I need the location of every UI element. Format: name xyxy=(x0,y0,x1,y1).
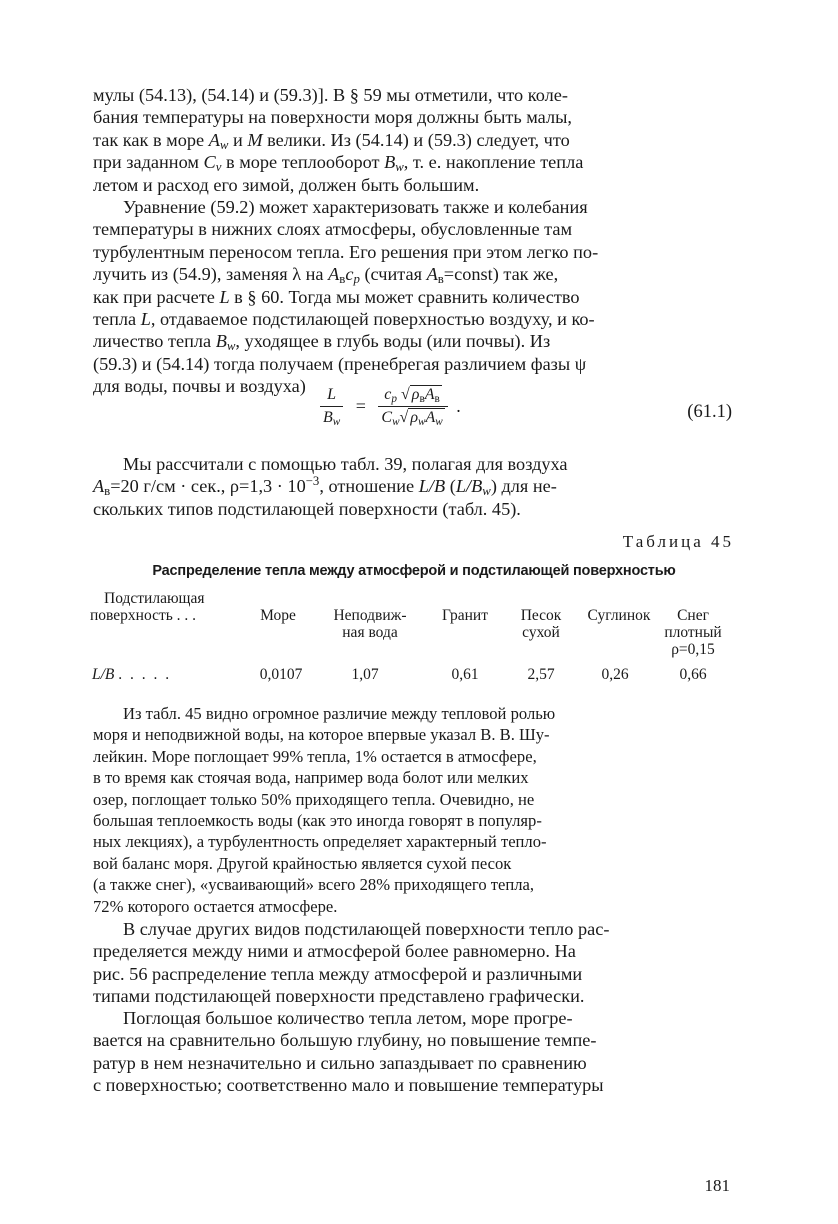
paragraph-2 xyxy=(93,196,735,398)
equation-61-1 xyxy=(320,385,740,445)
text-line: лейкин. Море поглощает 99% тепла, 1% остается в атмосфере, xyxy=(93,746,537,766)
text-line: (а также снег), «усваивающий» всего 28% приходящего тепла, xyxy=(93,875,535,895)
table-cell: 1,07 xyxy=(351,666,379,683)
equation-number: (61.1) xyxy=(687,402,732,422)
text-line: при заданном $C_v$ в море теплооборот $B_w$, т. е. накопление тепла xyxy=(93,152,584,175)
column-header-sea: Море xyxy=(260,607,296,624)
equals-sign: = xyxy=(355,396,366,416)
text-line: ных лекциях), а турбулентность определяет характерный тепло- xyxy=(93,832,547,852)
text-line: типами подстилающей поверхности представлено графически. xyxy=(93,986,585,1007)
paragraph-5 xyxy=(93,918,735,1008)
text-line: как при расчете L в § 60. Тогда мы может сравнить количество xyxy=(93,286,580,307)
row-header-label: Подстилающая xyxy=(104,590,205,607)
fraction-rhs: $\frac{c_p √ \rho_вA_в}{C_w√ \rho_wA_w}$ xyxy=(378,385,447,428)
text-line: так как в море $A_w$ и M велики. Из (54.14) и (59.3) следует, что xyxy=(93,129,570,152)
column-header-loam: Суглинок xyxy=(587,607,651,624)
column-header-granite: Гранит xyxy=(442,607,488,624)
paragraph-4 xyxy=(93,703,735,917)
text-line: для воды, почвы и воздуха) xyxy=(93,376,306,397)
page-number: 181 xyxy=(704,1176,730,1195)
column-header-still-water: Неподвиж- ная вода xyxy=(333,607,407,641)
table-title: Распределение тепла между атмосферой и подстилающей поверхностью xyxy=(152,563,676,579)
text-line: Уравнение (59.2) может характеризовать также и колебания xyxy=(123,197,588,217)
text-line: вой баланс моря. Другой крайностью является сухой песок xyxy=(93,853,512,873)
text-line: Поглощая большое количество тепла летом, море прогре- xyxy=(123,1008,573,1028)
text-line: моря и неподвижной воды, на которое впервые указал В. В. Шу- xyxy=(93,725,550,745)
column-header-dry-sand: Песок сухой xyxy=(520,607,562,641)
row-label: L/B . . . . . xyxy=(92,666,172,683)
text-line: рис. 56 распределение тепла между атмосферой и различными xyxy=(93,963,583,984)
text-line: Мы рассчитали с помощью табл. 39, полагая для воздуха xyxy=(123,454,568,474)
fraction-lhs: $\frac{L}{B_w}$ xyxy=(320,385,343,428)
paragraph-3 xyxy=(93,453,735,520)
row-header-label: поверхность . . . xyxy=(90,607,197,624)
text-line: ратур в нем незначительно и сильно запаздывает по сравнению xyxy=(93,1052,587,1073)
text-line: (59.3) и (54.14) тогда получаем (пренебрегая различием фазы ψ xyxy=(93,353,587,374)
text-line: скольких типов подстилающей поверхности (табл. 45). xyxy=(93,498,521,519)
sqrt-sign: √ xyxy=(399,409,409,426)
text-line: 72% которого остается атмосфере. xyxy=(93,896,338,916)
text-line: с поверхностью; соответственно мало и повышение температуры xyxy=(93,1075,604,1096)
table-cell: 2,57 xyxy=(527,666,555,683)
text-line: вается на сравнительно большую глубину, но повышение темпе- xyxy=(93,1030,597,1051)
text-line: тепла L, отдаваемое подстилающей поверхностью воздуху, и ко- xyxy=(93,309,595,330)
table-cell: 0,61 xyxy=(451,666,479,683)
column-header-snow: Снег плотный ρ=0,15 xyxy=(664,607,722,658)
text-line: $A_в=20$ г/см · сек., $\rho=1,3 \cdot 10^{-3}$, отношение L/B $(L/B_w)$ для не- xyxy=(93,474,557,499)
text-line: температуры в нижних слоях атмосферы, обусловленные там xyxy=(93,219,573,240)
text-line: мулы (54.13), (54.14) и (59.3)]. В § 59 мы отметили, что коле- xyxy=(93,85,568,105)
text-line: турбулентным переносом тепла. Его решения при этом легко по- xyxy=(93,241,599,262)
equation-body: $\frac{L}{B_w}$ = $\frac{c_p √ \rho_вA_в}{C_w√ \rho_wA_w}$ . xyxy=(320,385,461,428)
paragraph-1 xyxy=(93,84,735,196)
table-cell: 0,66 xyxy=(679,666,707,683)
text-line: лучить из (54.9), заменяя λ на $A_вc_p$ (считая $A_в=const$) так же, xyxy=(93,264,559,287)
text-line: В случае других видов подстилающей поверхности тепло рас- xyxy=(123,919,610,939)
table-cell: 0,0107 xyxy=(259,666,303,683)
text-line: в то время как стоячая вода, например вода болот или мелких xyxy=(93,768,529,788)
table-cell: 0,26 xyxy=(601,666,629,683)
text-line: личество тепла $B_w$, уходящее в глубь воды (или почвы). Из xyxy=(93,331,551,354)
sqrt-sign: √ xyxy=(401,386,410,403)
table-label: Таблица 45 xyxy=(622,532,734,551)
text-line: пределяется между ними и атмосферой более равномерно. На xyxy=(93,941,576,962)
paragraph-6 xyxy=(93,1007,735,1097)
text-line: озер, поглощает только 50% приходящего тепла. Очевидно, не xyxy=(93,789,535,809)
text-line: Из табл. 45 видно огромное различие между тепловой ролью xyxy=(123,704,556,723)
text-line: бания температуры на поверхности моря должны быть малы, xyxy=(93,107,572,128)
text-line: летом и расход его зимой, должен быть большим. xyxy=(93,174,480,195)
text-line: большая теплоемкость воды (как это иногда говорят в популяр- xyxy=(93,811,542,831)
